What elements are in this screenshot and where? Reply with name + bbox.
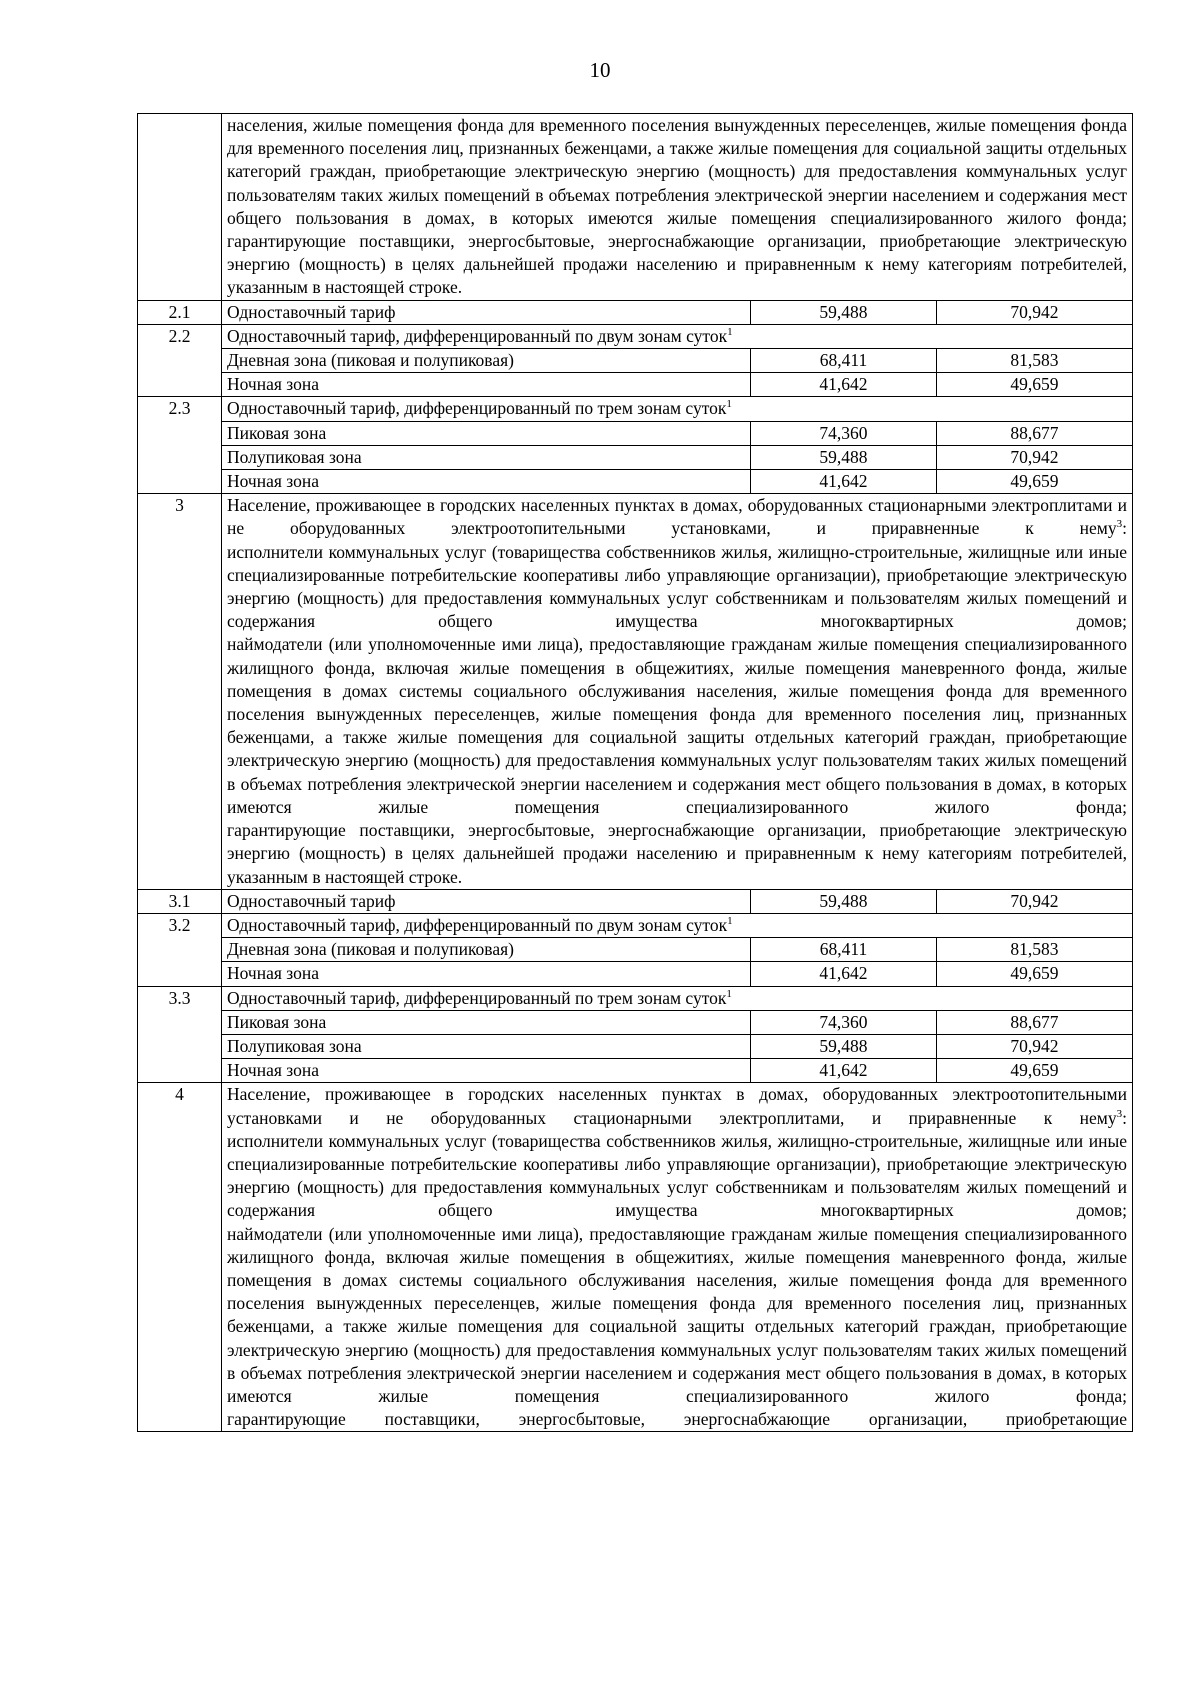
footnote-ref: 1 bbox=[726, 398, 732, 411]
zone-label: Пиковая зона bbox=[222, 1010, 751, 1034]
row-description bbox=[222, 1083, 1133, 1432]
paragraph: гарантирующие поставщики, энергосбытовые, энергоснабжающие организации, приобретающие bbox=[227, 1409, 1127, 1430]
table-row bbox=[138, 1083, 1133, 1432]
footnote-ref: 1 bbox=[727, 915, 733, 928]
table-row bbox=[138, 300, 1133, 324]
paragraph bbox=[227, 1083, 1127, 1129]
table-row bbox=[138, 1034, 1133, 1058]
row-number: 2.1 bbox=[138, 300, 222, 324]
paragraph: наймодатели (или уполномоченные ими лица), предоставляющие гражданам жилые помещения специализированного жилищного фонда, включая жилые помещения в общежитиях, жилые помещения маневренного фонда, жилые помещения в домах системы социального обслуживания населения, жилые помещения фонда для временного поселения вынужденных переселенцев, жилые помещения фонда для временного поселения лиц, признанных беженцами, а также жилые помещения для социальной защиты отдельных категорий граждан, приобретающие электрическую энергию (мощность) для предоставления коммунальных услуг пользователям таких жилых помещений в объемах потребления электрической энергии населением и содержания мест общего пользования в домах, в которых имеются жилые помещения специализированного жилого фонда; bbox=[227, 1223, 1127, 1406]
tariff-group-label bbox=[222, 913, 1133, 937]
tariff-group-label bbox=[222, 986, 1133, 1010]
tariff-value-1: 59,488 bbox=[750, 1034, 936, 1058]
table-row bbox=[138, 913, 1133, 937]
table-row bbox=[138, 494, 1133, 889]
table-row bbox=[138, 1010, 1133, 1034]
zone-label: Пиковая зона bbox=[222, 421, 751, 445]
tariff-group-label bbox=[222, 397, 1133, 421]
zone-label: Ночная зона bbox=[222, 470, 751, 494]
tariff-value-2: 49,659 bbox=[936, 962, 1132, 986]
paragraph: исполнители коммунальных услуг (товарищества собственников жилья, жилищно-строительные, жилищные или иные специализированные потребительские кооперативы либо управляющие организации), приобретающие электрическую энергию (мощность) для предоставления коммунальных услуг собственникам и пользователям жилых помещений и содержания общего имущества многоквартирных домов; bbox=[227, 1130, 1127, 1221]
tariff-value-1: 68,411 bbox=[750, 938, 936, 962]
footnote-ref: 3 bbox=[1116, 1107, 1123, 1120]
tariff-value-2: 88,677 bbox=[936, 1010, 1132, 1034]
zone-label: Дневная зона (пиковая и полупиковая) bbox=[222, 938, 751, 962]
table-row bbox=[138, 470, 1133, 494]
tariff-value-1: 41,642 bbox=[750, 373, 936, 397]
tariff-value-1: 74,360 bbox=[750, 1010, 936, 1034]
tariff-value-2: 49,659 bbox=[936, 1059, 1132, 1083]
row-description bbox=[222, 114, 1133, 301]
tariff-table bbox=[137, 113, 1133, 1432]
heading-text: Население, проживающее в городских населенных пунктах в домах, оборудованных электроотопительными установками и не оборудованных стационарными электроплитами, и приравненные к нему bbox=[227, 1084, 1127, 1128]
row-number bbox=[138, 114, 222, 301]
tariff-value-2: 49,659 bbox=[936, 373, 1132, 397]
zone-label: Полупиковая зона bbox=[222, 1034, 751, 1058]
tariff-value-1: 68,411 bbox=[750, 349, 936, 373]
tariff-value-1: 59,488 bbox=[750, 300, 936, 324]
row-number: 3.2 bbox=[138, 913, 222, 986]
heading-tail: : bbox=[1122, 1107, 1127, 1128]
row-number: 3 bbox=[138, 494, 222, 889]
tariff-value-2: 81,583 bbox=[936, 349, 1132, 373]
row-number: 3.1 bbox=[138, 889, 222, 913]
tariff-value-1: 41,642 bbox=[750, 470, 936, 494]
tariff-value-2: 49,659 bbox=[936, 470, 1132, 494]
paragraph: наймодатели (или уполномоченные ими лица), предоставляющие гражданам жилые помещения специализированного жилищного фонда, включая жилые помещения в общежитиях, жилые помещения маневренного фонда, жилые помещения в домах системы социального обслуживания населения, жилые помещения фонда для временного поселения вынужденных переселенцев, жилые помещения фонда для временного поселения лиц, признанных беженцами, а также жилые помещения для социальной защиты отдельных категорий граждан, приобретающие электрическую энергию (мощность) для предоставления коммунальных услуг пользователям таких жилых помещений в объемах потребления электрической энергии населением и содержания мест общего пользования в домах, в которых имеются жилые помещения специализированного жилого фонда; bbox=[227, 634, 1127, 817]
table-row bbox=[138, 114, 1133, 301]
zone-label: Ночная зона bbox=[222, 1059, 751, 1083]
tariff-label: Одноставочный тариф bbox=[222, 889, 751, 913]
zone-label: Ночная зона bbox=[222, 962, 751, 986]
paragraph: гарантирующие поставщики, энергосбытовые, энергоснабжающие организации, приобретающие электрическую энергию (мощность) в целях дальнейшей продажи населению и приравненным к нему категориям потребителей, указанным в настоящей строке. bbox=[227, 231, 1127, 298]
tariff-label: Одноставочный тариф bbox=[222, 300, 751, 324]
tariff-value-1: 59,488 bbox=[750, 445, 936, 469]
footnote-ref: 1 bbox=[726, 987, 732, 1000]
tariff-value-2: 70,942 bbox=[936, 889, 1132, 913]
footnote-ref: 1 bbox=[727, 326, 733, 338]
tariff-value-2: 81,583 bbox=[936, 938, 1132, 962]
footnote-ref: 3 bbox=[1116, 518, 1123, 531]
tariff-value-1: 41,642 bbox=[750, 1059, 936, 1083]
tariff-value-2: 88,677 bbox=[936, 421, 1132, 445]
paragraph: исполнители коммунальных услуг (товарищества собственников жилья, жилищно-строительные, жилищные или иные специализированные потребительские кооперативы либо управляющие организации), приобретающие электрическую энергию (мощность) для предоставления коммунальных услуг собственникам и пользователям жилых помещений и содержания общего имущества многоквартирных домов; bbox=[227, 541, 1127, 632]
table-row bbox=[138, 373, 1133, 397]
table-row bbox=[138, 445, 1133, 469]
paragraph: населения, жилые помещения фонда для временного поселения вынужденных переселенцев, жилые помещения фонда для временного поселения лиц, признанных беженцами, а также жилые помещения для социальной защиты отдельных категорий граждан, приобретающие электрическую энергию (мощность) для предоставления коммунальных услуг пользователям таких жилых помещений в объемах потребления электрической энергии населением и содержания мест общего пользования в домах, в которых имеются жилые помещения специализированного жилого фонда; bbox=[227, 115, 1127, 228]
table-row bbox=[138, 349, 1133, 373]
tariff-value-2: 70,942 bbox=[936, 445, 1132, 469]
table-row bbox=[138, 986, 1133, 1010]
row-number: 3.3 bbox=[138, 986, 222, 1083]
tariff-value-2: 70,942 bbox=[936, 300, 1132, 324]
label-text: Одноставочный тариф, дифференцированный по трем зонам суток bbox=[227, 987, 727, 1008]
row-number: 2.3 bbox=[138, 397, 222, 494]
tariff-value-1: 74,360 bbox=[750, 421, 936, 445]
table-row bbox=[138, 938, 1133, 962]
zone-label: Полупиковая зона bbox=[222, 445, 751, 469]
paragraph bbox=[227, 494, 1127, 540]
tariff-group-label bbox=[222, 324, 1133, 348]
heading-text: Население, проживающее в городских населенных пунктах в домах, оборудованных стационарными электроплитами и не оборудованных электроотопительными установками, и приравненные к нему bbox=[227, 495, 1127, 539]
label-text: Одноставочный тариф, дифференцированный по трем зонам суток bbox=[227, 398, 727, 419]
zone-label: Ночная зона bbox=[222, 373, 751, 397]
row-number: 2.2 bbox=[138, 324, 222, 397]
label-text: Одноставочный тариф, дифференцированный по двум зонам суток bbox=[227, 325, 728, 346]
table-row bbox=[138, 962, 1133, 986]
page-number: 10 bbox=[589, 58, 611, 82]
tariff-value-1: 59,488 bbox=[750, 889, 936, 913]
table-row bbox=[138, 889, 1133, 913]
table-row bbox=[138, 1059, 1133, 1083]
tariff-value-1: 41,642 bbox=[750, 962, 936, 986]
table-row bbox=[138, 421, 1133, 445]
zone-label: Дневная зона (пиковая и полупиковая) bbox=[222, 349, 751, 373]
tariff-value-2: 70,942 bbox=[936, 1034, 1132, 1058]
paragraph: гарантирующие поставщики, энергосбытовые, энергоснабжающие организации, приобретающие электрическую энергию (мощность) в целях дальнейшей продажи населению и приравненным к нему категориям потребителей, указанным в настоящей строке. bbox=[227, 820, 1127, 887]
row-description bbox=[222, 494, 1133, 889]
label-text: Одноставочный тариф, дифференцированный по двум зонам суток bbox=[227, 914, 728, 935]
row-number: 4 bbox=[138, 1083, 222, 1432]
heading-tail: : bbox=[1122, 518, 1127, 539]
table-row bbox=[138, 397, 1133, 421]
table-row bbox=[138, 324, 1133, 348]
